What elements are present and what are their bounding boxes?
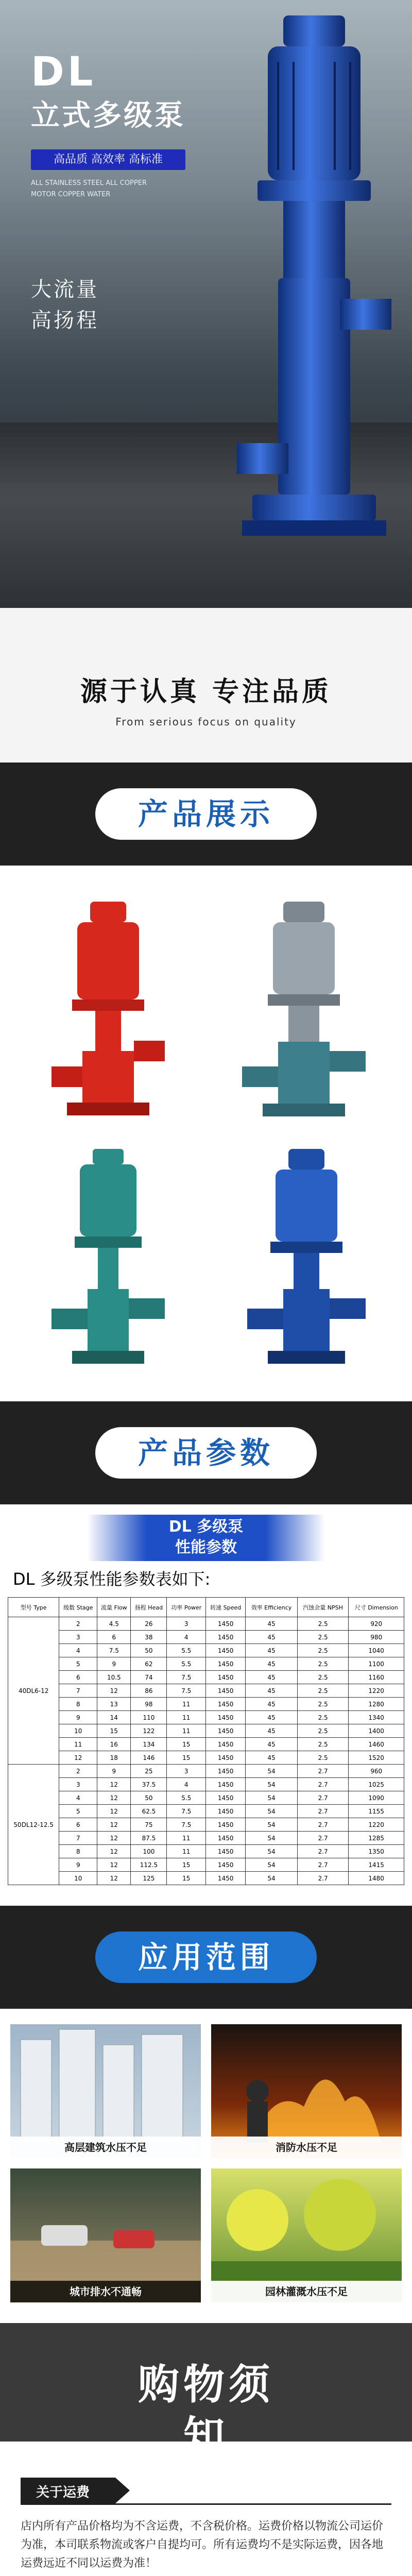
quality-subtitle: From serious focus on quality bbox=[115, 716, 297, 728]
table-header-cell: 效率 Efficiency bbox=[246, 1598, 298, 1617]
table-cell: 2.7 bbox=[297, 1778, 349, 1791]
table-cell: 12 bbox=[97, 1832, 131, 1845]
table-row bbox=[8, 1711, 404, 1724]
table-cell: 18 bbox=[97, 1751, 131, 1765]
table-cell: 1450 bbox=[206, 1698, 246, 1711]
table-cell: 2.5 bbox=[297, 1751, 349, 1765]
hero-en-text: ALL STAINLESS STEEL ALL COPPER MOTOR COPPER WATER bbox=[31, 179, 147, 198]
section-banner-params bbox=[0, 1401, 412, 1504]
table-cell: 7.5 bbox=[167, 1805, 206, 1818]
product-image-red-pump[interactable] bbox=[21, 896, 196, 1123]
table-cell: 1480 bbox=[349, 1872, 404, 1885]
table-cell: 110 bbox=[131, 1711, 167, 1724]
table-cell: 5.5 bbox=[167, 1791, 206, 1805]
table-row bbox=[8, 1845, 404, 1858]
table-cell: 5.5 bbox=[167, 1644, 206, 1657]
table-cell: 15 bbox=[167, 1751, 206, 1765]
table-cell: 7.5 bbox=[167, 1684, 206, 1698]
params-banner: DL 多级泵 性能参数 bbox=[8, 1515, 404, 1561]
table-cell: 7.5 bbox=[167, 1818, 206, 1832]
section-title-shopping: 购物须知 bbox=[138, 2361, 274, 2460]
table-row bbox=[8, 1617, 404, 1631]
table-cell: 1340 bbox=[349, 1711, 404, 1724]
table-row bbox=[8, 1657, 404, 1671]
table-cell: 1025 bbox=[349, 1778, 404, 1791]
table-cell: 2.7 bbox=[297, 1832, 349, 1845]
application-fire[interactable] bbox=[211, 2024, 402, 2158]
table-cell: 1450 bbox=[206, 1845, 246, 1858]
table-cell: 3 bbox=[167, 1617, 206, 1631]
table-cell: 11 bbox=[167, 1698, 206, 1711]
table-row bbox=[8, 1738, 404, 1751]
table-cell: 12 bbox=[97, 1778, 131, 1791]
table-cell: 12 bbox=[97, 1684, 131, 1698]
table-row bbox=[8, 1872, 404, 1885]
table-cell: 1220 bbox=[349, 1684, 404, 1698]
table-cell: 45 bbox=[246, 1684, 298, 1698]
table-cell: 7.5 bbox=[167, 1671, 206, 1684]
product-grid bbox=[0, 866, 412, 1401]
table-row bbox=[8, 1631, 404, 1644]
table-cell: 45 bbox=[246, 1724, 298, 1738]
table-cell: 54 bbox=[246, 1858, 298, 1872]
note-shipping bbox=[21, 2457, 391, 2573]
table-cell: 11 bbox=[167, 1711, 206, 1724]
table-cell: 1450 bbox=[206, 1644, 246, 1657]
table-cell: 74 bbox=[131, 1671, 167, 1684]
product-image-green-pump[interactable] bbox=[21, 1144, 196, 1370]
table-row bbox=[8, 1765, 404, 1778]
table-cell: 1450 bbox=[206, 1684, 246, 1698]
table-cell: 2.5 bbox=[297, 1724, 349, 1738]
table-cell: 2.7 bbox=[297, 1765, 349, 1778]
table-cell: 2 bbox=[59, 1617, 97, 1631]
table-cell: 1450 bbox=[206, 1617, 246, 1631]
table-row bbox=[8, 1724, 404, 1738]
table-cell: 1450 bbox=[206, 1657, 246, 1671]
table-cell: 134 bbox=[131, 1738, 167, 1751]
table-cell: 12 bbox=[97, 1805, 131, 1818]
application-label: 城市排水不通畅 bbox=[10, 2281, 201, 2302]
table-cell: 12 bbox=[97, 1845, 131, 1858]
table-row bbox=[8, 1791, 404, 1805]
table-cell: 62.5 bbox=[131, 1805, 167, 1818]
table-cell: 3 bbox=[59, 1778, 97, 1791]
table-cell: 2.5 bbox=[297, 1657, 349, 1671]
table-cell: 54 bbox=[246, 1791, 298, 1805]
table-cell: 1450 bbox=[206, 1631, 246, 1644]
table-header-cell: 转速 Speed bbox=[206, 1598, 246, 1617]
table-cell: 1450 bbox=[206, 1778, 246, 1791]
table-cell: 54 bbox=[246, 1845, 298, 1858]
table-cell: 87.5 bbox=[131, 1832, 167, 1845]
table-cell: 920 bbox=[349, 1617, 404, 1631]
table-cell: 100 bbox=[131, 1845, 167, 1858]
application-label: 高层建筑水压不足 bbox=[10, 2137, 201, 2158]
table-cell: 12 bbox=[97, 1858, 131, 1872]
table-cell: 86 bbox=[131, 1684, 167, 1698]
table-cell: 980 bbox=[349, 1631, 404, 1644]
hero-banner bbox=[0, 0, 412, 608]
table-cell: 960 bbox=[349, 1765, 404, 1778]
table-cell: 62 bbox=[131, 1657, 167, 1671]
table-cell: 3 bbox=[59, 1631, 97, 1644]
table-cell: 1160 bbox=[349, 1671, 404, 1684]
table-cell: 4 bbox=[167, 1778, 206, 1791]
table-cell: 1450 bbox=[206, 1858, 246, 1872]
application-highrise[interactable] bbox=[10, 2024, 201, 2158]
table-row bbox=[8, 1684, 404, 1698]
table-cell: 1450 bbox=[206, 1872, 246, 1885]
hero-slogan-flow: 大流量 bbox=[31, 278, 99, 301]
table-cell: 1100 bbox=[349, 1657, 404, 1671]
table-cell: 45 bbox=[246, 1617, 298, 1631]
table-cell: 15 bbox=[167, 1738, 206, 1751]
brand-logo: DL bbox=[31, 49, 96, 95]
table-cell: 2.5 bbox=[297, 1684, 349, 1698]
table-cell: 7 bbox=[59, 1832, 97, 1845]
table-cell: 10.5 bbox=[97, 1671, 131, 1684]
table-cell: 37.5 bbox=[131, 1778, 167, 1791]
table-cell: 1450 bbox=[206, 1832, 246, 1845]
table-cell: 6 bbox=[59, 1671, 97, 1684]
table-cell: 12 bbox=[97, 1872, 131, 1885]
table-cell: 4 bbox=[167, 1631, 206, 1644]
model-cell: 50DL12-12.5 bbox=[8, 1765, 59, 1885]
hero-slogan-head: 高扬程 bbox=[31, 309, 99, 332]
table-row bbox=[8, 1751, 404, 1765]
table-cell: 3 bbox=[167, 1765, 206, 1778]
table-cell: 1450 bbox=[206, 1765, 246, 1778]
table-cell: 1400 bbox=[349, 1724, 404, 1738]
table-cell: 54 bbox=[246, 1832, 298, 1845]
table-cell: 1450 bbox=[206, 1751, 246, 1765]
table-cell: 7 bbox=[59, 1684, 97, 1698]
table-cell: 10 bbox=[59, 1724, 97, 1738]
table-cell: 75 bbox=[131, 1818, 167, 1832]
application-grid bbox=[0, 2009, 412, 2323]
application-drainage[interactable] bbox=[10, 2168, 201, 2302]
note-title: 关于运费 bbox=[21, 2478, 115, 2505]
table-cell: 2.5 bbox=[297, 1698, 349, 1711]
table-header-cell: 功率 Power bbox=[167, 1598, 206, 1617]
table-cell: 16 bbox=[97, 1738, 131, 1751]
params-table bbox=[8, 1597, 404, 1885]
table-cell: 1450 bbox=[206, 1818, 246, 1832]
table-header-cell: 级数 Stage bbox=[59, 1598, 97, 1617]
table-row bbox=[8, 1698, 404, 1711]
table-cell: 4 bbox=[59, 1791, 97, 1805]
table-cell: 6 bbox=[59, 1818, 97, 1832]
table-cell: 1450 bbox=[206, 1805, 246, 1818]
table-row bbox=[8, 1644, 404, 1657]
table-cell: 2.7 bbox=[297, 1818, 349, 1832]
table-cell: 11 bbox=[167, 1724, 206, 1738]
table-cell: 2.7 bbox=[297, 1791, 349, 1805]
table-cell: 5 bbox=[59, 1657, 97, 1671]
note-text: 店内所有产品价格均为不含运费，不含税价格。运费价格以物流公司运价为准，本司联系物流或客户自提均可。所有运费均不是实际运费，因各地运费远近不同以运费为准！ bbox=[21, 2520, 384, 2570]
table-cell: 9 bbox=[59, 1858, 97, 1872]
table-cell: 14 bbox=[97, 1711, 131, 1724]
table-cell: 8 bbox=[59, 1698, 97, 1711]
table-cell: 9 bbox=[97, 1657, 131, 1671]
table-cell: 15 bbox=[167, 1872, 206, 1885]
table-row bbox=[8, 1778, 404, 1791]
table-cell: 5.5 bbox=[167, 1657, 206, 1671]
table-row bbox=[8, 1832, 404, 1845]
table-header-cell: 汽蚀余量 NPSH bbox=[297, 1598, 349, 1617]
table-cell: 5 bbox=[59, 1805, 97, 1818]
table-cell: 2.5 bbox=[297, 1617, 349, 1631]
table-cell: 9 bbox=[97, 1765, 131, 1778]
table-cell: 54 bbox=[246, 1872, 298, 1885]
table-cell: 12 bbox=[59, 1751, 97, 1765]
table-cell: 1155 bbox=[349, 1805, 404, 1818]
table-row bbox=[8, 1805, 404, 1818]
table-cell: 1040 bbox=[349, 1644, 404, 1657]
note-custom bbox=[21, 2573, 391, 2576]
table-row bbox=[8, 1858, 404, 1872]
table-cell: 15 bbox=[97, 1724, 131, 1738]
table-header-cell: 流量 Flow bbox=[97, 1598, 131, 1617]
table-cell: 2.5 bbox=[297, 1631, 349, 1644]
section-banner-apply bbox=[0, 1906, 412, 2009]
table-cell: 26 bbox=[131, 1617, 167, 1631]
table-cell: 45 bbox=[246, 1751, 298, 1765]
table-header-cell: 扬程 Head bbox=[131, 1598, 167, 1617]
table-cell: 45 bbox=[246, 1698, 298, 1711]
table-cell: 1450 bbox=[206, 1724, 246, 1738]
model-cell: 40DL6-12 bbox=[8, 1617, 59, 1765]
table-cell: 6 bbox=[97, 1631, 131, 1644]
table-cell: 2.5 bbox=[297, 1738, 349, 1751]
table-cell: 12 bbox=[97, 1791, 131, 1805]
table-cell: 2.7 bbox=[297, 1858, 349, 1872]
table-header-cell: 型号 Type bbox=[8, 1598, 59, 1617]
table-cell: 2 bbox=[59, 1765, 97, 1778]
table-cell: 1450 bbox=[206, 1791, 246, 1805]
table-cell: 1090 bbox=[349, 1791, 404, 1805]
table-header-cell: 尺寸 Dimension bbox=[349, 1598, 404, 1617]
table-cell: 25 bbox=[131, 1765, 167, 1778]
hero-pump-image bbox=[221, 10, 407, 567]
table-cell: 54 bbox=[246, 1818, 298, 1832]
table-row bbox=[8, 1671, 404, 1684]
table-cell: 4.5 bbox=[97, 1617, 131, 1631]
table-cell: 2.5 bbox=[297, 1671, 349, 1684]
table-cell: 7.5 bbox=[97, 1644, 131, 1657]
table-cell: 1450 bbox=[206, 1671, 246, 1684]
table-cell: 1220 bbox=[349, 1818, 404, 1832]
product-image-blue-pump[interactable] bbox=[216, 1144, 391, 1370]
table-cell: 2.5 bbox=[297, 1711, 349, 1724]
table-cell: 45 bbox=[246, 1711, 298, 1724]
table-header-row bbox=[8, 1598, 404, 1617]
section-title-apply: 应用范围 bbox=[95, 1931, 317, 1983]
table-cell: 4 bbox=[59, 1644, 97, 1657]
application-label: 园林灌溉水压不足 bbox=[211, 2281, 402, 2302]
quality-slogan bbox=[0, 608, 412, 762]
table-cell: 8 bbox=[59, 1845, 97, 1858]
table-cell: 2.5 bbox=[297, 1644, 349, 1657]
section-title-params: 产品参数 bbox=[95, 1427, 317, 1479]
table-row bbox=[8, 1818, 404, 1832]
table-body bbox=[8, 1617, 404, 1885]
params-section bbox=[0, 1504, 412, 1906]
table-cell: 1280 bbox=[349, 1698, 404, 1711]
application-label: 消防水压不足 bbox=[211, 2137, 402, 2158]
section-banner-display bbox=[0, 762, 412, 866]
table-cell: 50 bbox=[131, 1791, 167, 1805]
table-cell: 2.7 bbox=[297, 1845, 349, 1858]
table-cell: 1450 bbox=[206, 1738, 246, 1751]
section-banner-shopping bbox=[0, 2323, 412, 2460]
table-cell: 125 bbox=[131, 1872, 167, 1885]
table-cell: 11 bbox=[59, 1738, 97, 1751]
table-cell: 13 bbox=[97, 1698, 131, 1711]
table-cell: 146 bbox=[131, 1751, 167, 1765]
table-cell: 112.5 bbox=[131, 1858, 167, 1872]
table-cell: 1520 bbox=[349, 1751, 404, 1765]
table-cell: 45 bbox=[246, 1631, 298, 1644]
table-cell: 1460 bbox=[349, 1738, 404, 1751]
hero-tagline: 高品质 高效率 高标准 bbox=[31, 149, 185, 170]
application-irrigation[interactable] bbox=[211, 2168, 402, 2302]
table-cell: 50 bbox=[131, 1644, 167, 1657]
table-cell: 1350 bbox=[349, 1845, 404, 1858]
table-cell: 45 bbox=[246, 1738, 298, 1751]
table-cell: 122 bbox=[131, 1724, 167, 1738]
table-cell: 1450 bbox=[206, 1711, 246, 1724]
quality-title: 源于认真 专注品质 bbox=[80, 676, 332, 707]
product-image-steel-pump[interactable] bbox=[216, 896, 391, 1123]
table-cell: 9 bbox=[59, 1711, 97, 1724]
table-cell: 15 bbox=[167, 1858, 206, 1872]
table-cell: 54 bbox=[246, 1805, 298, 1818]
table-cell: 12 bbox=[97, 1818, 131, 1832]
table-cell: 2.7 bbox=[297, 1805, 349, 1818]
params-table-title: DL 多级泵性能参数表如下: bbox=[13, 1569, 211, 1589]
table-cell: 1285 bbox=[349, 1832, 404, 1845]
table-cell: 1415 bbox=[349, 1858, 404, 1872]
table-cell: 45 bbox=[246, 1644, 298, 1657]
table-cell: 11 bbox=[167, 1832, 206, 1845]
table-cell: 2.7 bbox=[297, 1872, 349, 1885]
table-cell: 45 bbox=[246, 1671, 298, 1684]
table-cell: 38 bbox=[131, 1631, 167, 1644]
table-cell: 98 bbox=[131, 1698, 167, 1711]
table-cell: 54 bbox=[246, 1765, 298, 1778]
section-title-display: 产品展示 bbox=[95, 788, 317, 840]
table-cell: 54 bbox=[246, 1778, 298, 1791]
table-cell: 11 bbox=[167, 1845, 206, 1858]
table-cell: 10 bbox=[59, 1872, 97, 1885]
brand-title: 立式多级泵 bbox=[31, 99, 185, 132]
table-cell: 45 bbox=[246, 1657, 298, 1671]
